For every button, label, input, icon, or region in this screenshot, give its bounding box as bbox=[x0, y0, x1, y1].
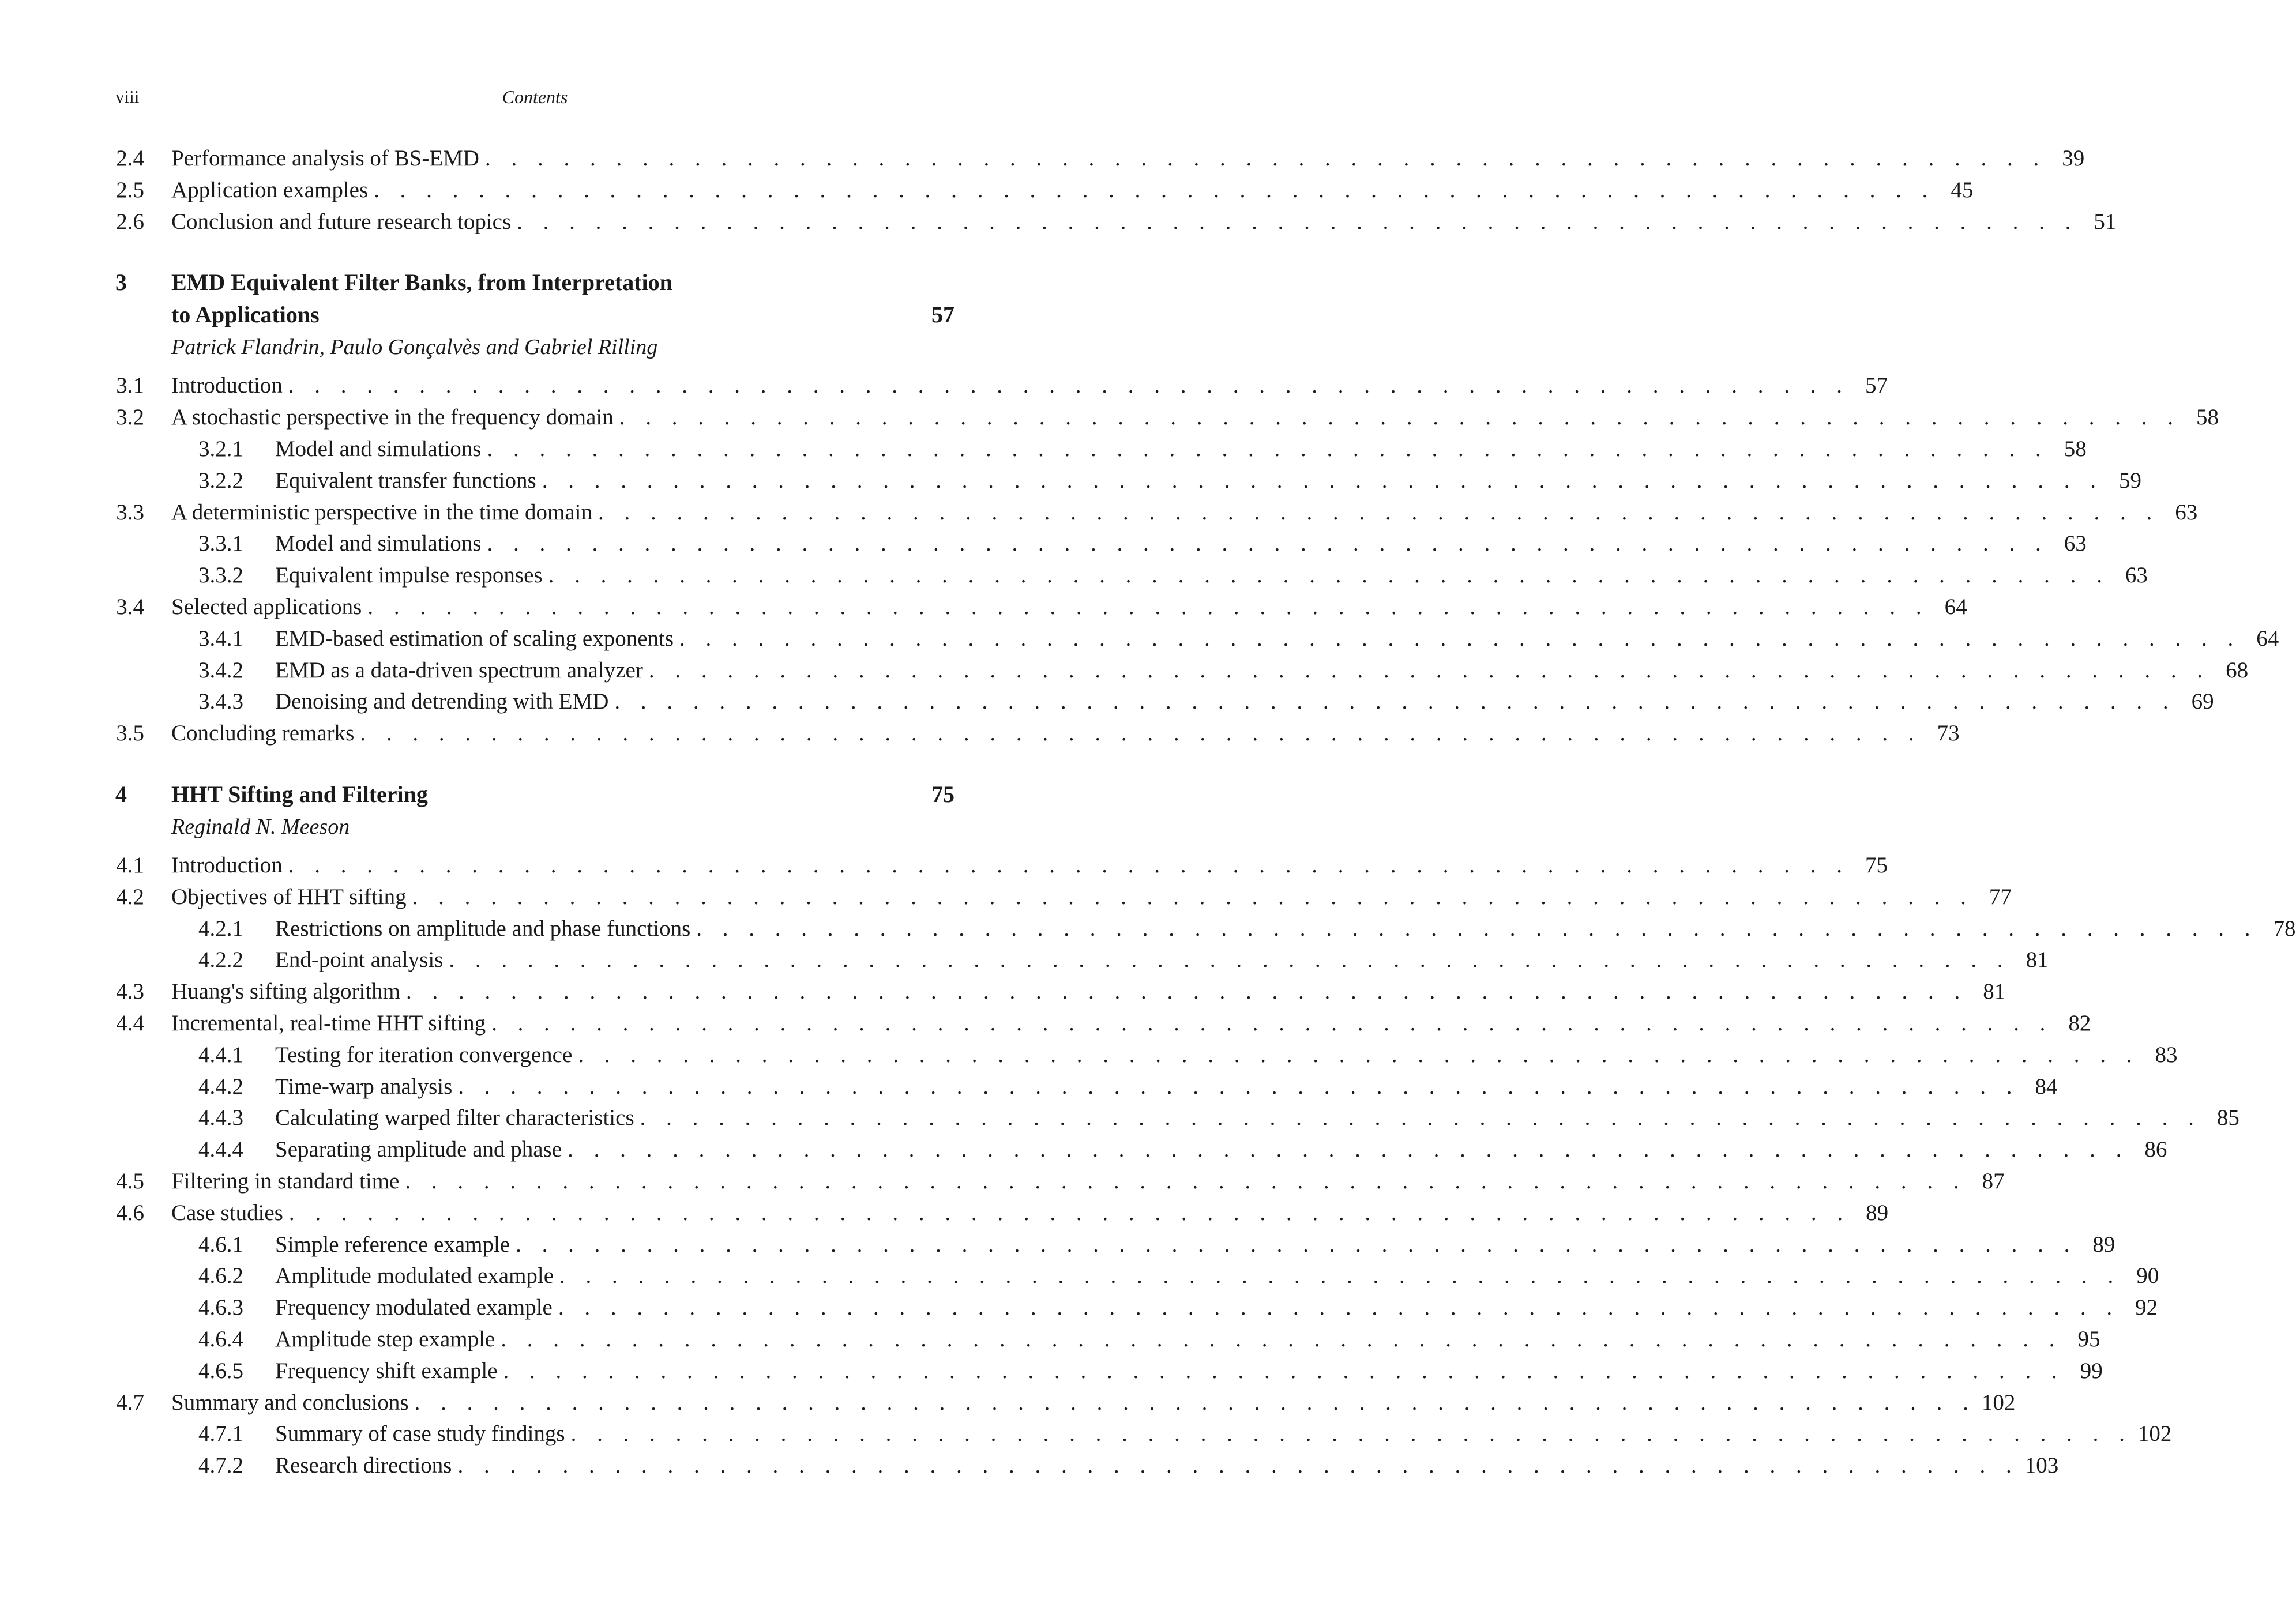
toc-section-entry[interactable] bbox=[115, 497, 2198, 529]
toc-subsection-entry[interactable] bbox=[115, 434, 2087, 465]
chapter-3-heading-continued[interactable] bbox=[115, 299, 955, 331]
page-number: 81 bbox=[2026, 947, 2049, 973]
dot-leader: . . . . . . . . . . . . . . . . . . . . . . . . . . . . . . . . . . . . . . . . . . . . . . . . . . . . . . . . . . . . bbox=[487, 531, 2049, 556]
toc-subsection-entry[interactable] bbox=[115, 528, 2087, 560]
toc-section-entry[interactable] bbox=[115, 592, 1967, 623]
page-number: 82 bbox=[2068, 1010, 2091, 1036]
toc-subsection-entry[interactable] bbox=[115, 1418, 2172, 1450]
subsection-number: 4.6.4 bbox=[198, 1326, 243, 1351]
entry-title: Application examples bbox=[171, 177, 369, 202]
subsection-number: 4.4.4 bbox=[198, 1137, 243, 1162]
toc-subsection-entry[interactable] bbox=[115, 944, 2049, 976]
subsection-number: 3.4.1 bbox=[198, 626, 243, 651]
toc-section-entry[interactable] bbox=[115, 1008, 2091, 1040]
page-number: 89 bbox=[1866, 1200, 1889, 1225]
entry-title: A deterministic perspective in the time domain bbox=[171, 499, 592, 525]
page-number: 63 bbox=[2064, 531, 2087, 556]
folio-page-number: viii bbox=[115, 86, 140, 107]
chapter-title: HHT Sifting and Filtering bbox=[171, 781, 428, 807]
page-header bbox=[115, 86, 955, 114]
subsection-number: 3.4.2 bbox=[198, 657, 243, 683]
page-number: 86 bbox=[2144, 1137, 2167, 1162]
toc-subsection-entry[interactable] bbox=[115, 1450, 2059, 1482]
subsection-number: 4.2.1 bbox=[198, 916, 243, 941]
section-number: 4.4 bbox=[116, 1010, 144, 1036]
toc-subsection-entry[interactable] bbox=[115, 1324, 2100, 1356]
toc-section-entry[interactable] bbox=[115, 206, 2117, 238]
chapter-page-number: 75 bbox=[931, 781, 955, 807]
page-number: 99 bbox=[2080, 1358, 2103, 1383]
toc-section-entry[interactable] bbox=[115, 143, 2085, 175]
dot-leader: . . . . . . . . . . . . . . . . . . . . . . . . . . . . . . . . . . . . . . . . . . . . . . . . . . . . . . . . . . . . bbox=[516, 1232, 2077, 1257]
dot-leader: . . . . . . . . . . . . . . . . . . . . . . . . . . . . . . . . . . . . . . . . . . . . . . . . . . . . . . . . . . . . bbox=[360, 721, 1922, 746]
dot-leader: . . . . . . . . . . . . . . . . . . . . . . . . . . . . . . . . . . . . . . . . . . . . . . . . . . . . . . . . . . . . bbox=[412, 884, 1974, 909]
entry-title: Case studies bbox=[171, 1200, 283, 1225]
subsection-number: 4.4.3 bbox=[198, 1105, 243, 1131]
dot-leader: . . . . . . . . . . . . . . . . . . . . . . . . . . . . . . . . . . . . . . . . . . . . . . . . . . . . . . . . . . . . bbox=[558, 1295, 2120, 1320]
dot-leader: . . . . . . . . . . . . . . . . . . . . . . . . . . . . . . . . . . . . . . . . . . . . . . . . . . . . . . . . . . . . bbox=[548, 563, 2110, 588]
page-number: 95 bbox=[2077, 1326, 2100, 1351]
dot-leader: . . . . . . . . . . . . . . . . . . . . . . . . . . . . . . . . . . . . . . . . . . . . . . . . . . . . . . . . . . . . bbox=[491, 1010, 2053, 1036]
page-number: 75 bbox=[1865, 852, 1888, 878]
page-number: 63 bbox=[2175, 499, 2198, 525]
page-number: 63 bbox=[2125, 563, 2148, 588]
section-number: 2.4 bbox=[116, 146, 144, 171]
chapter-page-number: 57 bbox=[931, 302, 955, 328]
toc-section-entry[interactable] bbox=[115, 402, 2219, 434]
toc-section-entry[interactable] bbox=[115, 175, 1974, 206]
subsection-number: 4.6.3 bbox=[198, 1295, 243, 1320]
page-number: 85 bbox=[2216, 1105, 2239, 1131]
dot-leader: . . . . . . . . . . . . . . . . . . . . . . . . . . . . . . . . . . . . . . . . . . . . . . . . . . . . . . . . . . . . bbox=[648, 657, 2211, 683]
subsection-number: 4.6.2 bbox=[198, 1263, 243, 1289]
entry-title: Amplitude step example bbox=[275, 1326, 495, 1351]
dot-leader: . . . . . . . . . . . . . . . . . . . . . . . . . . . . . . . . . . . . . . . . . . . . . . . . . . . . . . . . . . . . bbox=[578, 1042, 2140, 1067]
dot-leader: . . . . . . . . . . . . . . . . . . . . . . . . . . . . . . . . . . . . . . . . . . . . . . . . . . . . . . . . . . . . bbox=[487, 436, 2049, 461]
page-number: 77 bbox=[1989, 884, 2012, 909]
toc-subsection-entry[interactable] bbox=[115, 913, 2296, 945]
section-number: 2.5 bbox=[116, 177, 144, 202]
section-number: 3.2 bbox=[116, 405, 144, 430]
subsection-number: 4.7.1 bbox=[198, 1421, 243, 1447]
dot-leader: . . . . . . . . . . . . . . . . . . . . . . . . . . . . . . . . . . . . . . . . . . . . . . . . . . . . . . . . . . . . bbox=[405, 1168, 1967, 1194]
toc-subsection-entry[interactable] bbox=[115, 623, 2279, 655]
toc-subsection-entry[interactable] bbox=[115, 686, 2214, 718]
dot-leader: . . . . . . . . . . . . . . . . . . . . . . . . . . . . . . . . . . . . . . . . . . . . . . . . . . . . . . . . . . . . bbox=[568, 1137, 2129, 1162]
subsection-number: 3.2.2 bbox=[198, 468, 243, 493]
section-number: 4.2 bbox=[116, 884, 144, 909]
chapter-3-entries bbox=[115, 370, 2279, 750]
page-number: 51 bbox=[2094, 209, 2117, 234]
toc-section-entry[interactable] bbox=[115, 1198, 1889, 1229]
entry-title: Simple reference example bbox=[275, 1232, 510, 1257]
dot-leader: . . . . . . . . . . . . . . . . . . . . . . . . . . . . . . . . . . . . . . . . . . . . . . . . . . . . . . . . . . . . bbox=[484, 146, 2047, 171]
page-number: 89 bbox=[2092, 1232, 2115, 1257]
dot-leader: . . . . . . . . . . . . . . . . . . . . . . . . . . . . . . . . . . . . . . . . . . . . . . . . . . . . . . . . . . . . bbox=[458, 1074, 2020, 1099]
entry-title: Frequency modulated example bbox=[275, 1295, 553, 1320]
page-number: 103 bbox=[2024, 1453, 2059, 1478]
section-number: 4.7 bbox=[116, 1390, 144, 1415]
subsection-number: 3.4.3 bbox=[198, 689, 243, 714]
section-number: 3.4 bbox=[116, 594, 144, 619]
subsection-number: 4.7.2 bbox=[198, 1453, 243, 1478]
page-number: 90 bbox=[2136, 1263, 2159, 1289]
toc-section-entry[interactable] bbox=[115, 850, 1888, 882]
entry-title: Concluding remarks bbox=[171, 721, 355, 746]
toc-subsection-entry[interactable] bbox=[115, 465, 2141, 497]
entry-title: Amplitude modulated example bbox=[275, 1263, 554, 1289]
subsection-number: 3.3.2 bbox=[198, 563, 243, 588]
entry-title: Filtering in standard time bbox=[171, 1168, 400, 1194]
entry-title: Calculating warped filter characteristics bbox=[275, 1105, 634, 1131]
subsection-number: 3.2.1 bbox=[198, 436, 243, 461]
entry-title: Equivalent transfer functions bbox=[275, 468, 536, 493]
toc-section-entry[interactable] bbox=[115, 1387, 2016, 1419]
entry-title: Separating amplitude and phase bbox=[275, 1137, 562, 1162]
page-number: 39 bbox=[2062, 146, 2085, 171]
toc-section-entry[interactable] bbox=[115, 976, 2006, 1008]
toc-section-entry[interactable] bbox=[115, 882, 2012, 913]
chapter-3-authors: Patrick Flandrin, Paulo Gonçalvès and Gabriel Rilling bbox=[171, 335, 658, 360]
entry-title: A stochastic perspective in the frequency domain bbox=[171, 405, 614, 430]
chapter-2-entries bbox=[115, 143, 2117, 238]
toc-section-entry[interactable] bbox=[115, 1166, 2005, 1198]
page-number: 58 bbox=[2064, 436, 2087, 461]
toc-section-entry[interactable] bbox=[115, 370, 1888, 402]
entry-title: Performance analysis of BS-EMD bbox=[171, 146, 479, 171]
entry-title: Summary and conclusions bbox=[171, 1390, 409, 1415]
dot-leader: . . . . . . . . . . . . . . . . . . . . . . . . . . . . . . . . . . . . . . . . . . . . . . . . . . . . . . . . . . . . bbox=[374, 177, 1936, 202]
dot-leader: . . . . . . . . . . . . . . . . . . . . . . . . . . . . . . . . . . . . . . . . . . . . . . . . . . . . . . . . . . . . bbox=[367, 594, 1929, 619]
page-number: 68 bbox=[2226, 657, 2249, 683]
toc-subsection-entry[interactable] bbox=[115, 1134, 2167, 1166]
dot-leader: . . . . . . . . . . . . . . . . . . . . . . . . . . . . . . . . . . . . . . . . . . . . . . . . . . . . . . . . . . . . bbox=[406, 979, 1968, 1004]
subsection-number: 4.4.2 bbox=[198, 1074, 243, 1099]
toc-subsection-entry[interactable] bbox=[115, 1229, 2115, 1261]
page-number: 87 bbox=[1982, 1168, 2005, 1194]
dot-leader: . . . . . . . . . . . . . . . . . . . . . . . . . . . . . . . . . . . . . . . . . . . . . . . . . . . . . . . . . . . . bbox=[640, 1105, 2201, 1131]
page-number: 45 bbox=[1951, 177, 1974, 202]
page-number: 102 bbox=[2137, 1421, 2172, 1447]
entry-title: Frequency shift example bbox=[275, 1358, 498, 1383]
entry-title: EMD-based estimation of scaling exponents bbox=[275, 626, 674, 651]
entry-title: EMD as a data-driven spectrum analyzer bbox=[275, 657, 643, 683]
chapter-title-line-1: EMD Equivalent Filter Banks, from Interpretation bbox=[171, 269, 672, 296]
entry-title: Research directions bbox=[275, 1453, 452, 1478]
dot-leader: . . . . . . . . . . . . . . . . . . . . . . . . . . . . . . . . . . . . . . . . . . . . . . . . . . . . . . . . . . . . bbox=[517, 209, 2079, 234]
dot-leader: . . . . . . . . . . . . . . . . . . . . . . . . . . . . . . . . . . . . . . . . . . . . . . . . . . . . . . . . . . . . bbox=[288, 1200, 1851, 1225]
toc-subsection-entry[interactable] bbox=[115, 1356, 2103, 1387]
subsection-number: 3.3.1 bbox=[198, 531, 243, 556]
chapter-4-entries bbox=[115, 850, 2296, 1482]
toc-subsection-entry[interactable] bbox=[115, 560, 2148, 592]
page-number: 83 bbox=[2155, 1042, 2178, 1067]
entry-title: End-point analysis bbox=[275, 947, 444, 973]
subsection-number: 4.6.1 bbox=[198, 1232, 243, 1257]
section-number: 4.1 bbox=[116, 852, 144, 878]
toc-section-entry[interactable] bbox=[115, 718, 1960, 750]
page-number: 73 bbox=[1937, 721, 1960, 746]
entry-title: Model and simulations bbox=[275, 436, 482, 461]
dot-leader: . . . . . . . . . . . . . . . . . . . . . . . . . . . . . . . . . . . . . . . . . . . . . . . . . . . . . . . . . . . . bbox=[679, 626, 2241, 651]
dot-leader: . . . . . . . . . . . . . . . . . . . . . . . . . . . . . . . . . . . . . . . . . . . . . . . . . . . . . . . . . . . . bbox=[559, 1263, 2121, 1289]
chapter-title-line-2: to Applications bbox=[171, 302, 320, 328]
entry-title: Time-warp analysis bbox=[275, 1074, 453, 1099]
toc-subsection-entry[interactable] bbox=[115, 655, 2249, 687]
dot-leader: . . . . . . . . . . . . . . . . . . . . . . . . . . . . . . . . . . . . . . . . . . . . . . . . . . . . . . . . . . . . bbox=[501, 1326, 2062, 1351]
dot-leader: . . . . . . . . . . . . . . . . . . . . . . . . . . . . . . . . . . . . . . . . . . . . . . . . . . . . . . . . . . . . bbox=[598, 499, 2160, 525]
dot-leader: . . . . . . . . . . . . . . . . . . . . . . . . . . . . . . . . . . . . . . . . . . . . . . . . . . . . . . . . . . . . bbox=[414, 1390, 1976, 1415]
subsection-number: 4.6.5 bbox=[198, 1358, 243, 1383]
page-number: 57 bbox=[1865, 373, 1888, 398]
entry-title: Denoising and detrending with EMD bbox=[275, 689, 609, 714]
dot-leader: . . . . . . . . . . . . . . . . . . . . . . . . . . . . . . . . . . . . . . . . . . . . . . . . . . . . . . . . . . . . bbox=[449, 947, 2011, 973]
toc-subsection-entry[interactable] bbox=[115, 1260, 2159, 1292]
entry-title: Restrictions on amplitude and phase functions bbox=[275, 916, 691, 941]
chapter-4-heading[interactable] bbox=[115, 778, 955, 811]
page-number: 81 bbox=[1983, 979, 2006, 1004]
section-number: 3.5 bbox=[116, 721, 144, 746]
entry-title: Summary of case study findings bbox=[275, 1421, 565, 1447]
dot-leader: . . . . . . . . . . . . . . . . . . . . . . . . . . . . . . . . . . . . . . . . . . . . . . . . . . . . . . . . . . . . bbox=[503, 1358, 2065, 1383]
page-number: 64 bbox=[1944, 594, 1967, 619]
section-number: 4.6 bbox=[116, 1200, 144, 1225]
toc-subsection-entry[interactable] bbox=[115, 1071, 2058, 1103]
toc-subsection-entry[interactable] bbox=[115, 1102, 2239, 1134]
running-title: Contents bbox=[502, 86, 568, 107]
chapter-3-heading[interactable] bbox=[115, 266, 955, 299]
dot-leader: . . . . . . . . . . . . . . . . . . . . . . . . . . . . . . . . . . . . . . . . . . . . . . . . . . . . . . . . . . . . bbox=[696, 916, 2258, 941]
entry-title: Conclusion and future research topics bbox=[171, 209, 512, 234]
page-number: 102 bbox=[1981, 1390, 2016, 1415]
page-number: 59 bbox=[2118, 468, 2141, 493]
chapter-4-authors: Reginald N. Meeson bbox=[171, 814, 350, 839]
entry-title: Model and simulations bbox=[275, 531, 482, 556]
page-number: 84 bbox=[2035, 1074, 2058, 1099]
entry-title: Objectives of HHT sifting bbox=[171, 884, 407, 909]
dot-leader: . . . . . . . . . . . . . . . . . . . . . . . . . . . . . . . . . . . . . . . . . . . . . . . . . . . . . . . . . . . . bbox=[542, 468, 2103, 493]
section-number: 3.3 bbox=[116, 499, 144, 525]
dot-leader: . . . . . . . . . . . . . . . . . . . . . . . . . . . . . . . . . . . . . . . . . . . . . . . . . . . . . . . . . . . . bbox=[614, 689, 2176, 714]
dot-leader: . . . . . . . . . . . . . . . . . . . . . . . . . . . . . . . . . . . . . . . . . . . . . . . . . . . . . . . . . . . . bbox=[288, 373, 1850, 398]
dot-leader: . . . . . . . . . . . . . . . . . . . . . . . . . . . . . . . . . . . . . . . . . . . . . . . . . . . . . . . . . . . . bbox=[457, 1453, 2019, 1478]
page-number: 64 bbox=[2256, 626, 2279, 651]
table-of-contents bbox=[115, 143, 2296, 1482]
toc-subsection-entry[interactable] bbox=[115, 1040, 2178, 1071]
entry-title: Introduction bbox=[171, 373, 283, 398]
page-number: 78 bbox=[2273, 916, 2296, 941]
subsection-number: 4.2.2 bbox=[198, 947, 243, 973]
section-number: 4.5 bbox=[116, 1168, 144, 1194]
entry-title: Testing for iteration convergence bbox=[275, 1042, 573, 1067]
dot-leader: . . . . . . . . . . . . . . . . . . . . . . . . . . . . . . . . . . . . . . . . . . . . . . . . . . . . . . . . . . . . bbox=[288, 852, 1850, 878]
page-number: 92 bbox=[2135, 1295, 2158, 1320]
entry-title: Selected applications bbox=[171, 594, 362, 619]
page-number: 58 bbox=[2196, 405, 2219, 430]
section-number: 3.1 bbox=[116, 373, 144, 398]
page-number: 69 bbox=[2191, 689, 2214, 714]
entry-title: Huang's sifting algorithm bbox=[171, 979, 400, 1004]
toc-subsection-entry[interactable] bbox=[115, 1292, 2158, 1324]
entry-title: Equivalent impulse responses bbox=[275, 563, 543, 588]
chapter-number: 3 bbox=[115, 269, 127, 296]
chapter-number: 4 bbox=[115, 781, 127, 807]
subsection-number: 4.4.1 bbox=[198, 1042, 243, 1067]
section-number: 4.3 bbox=[116, 979, 144, 1004]
entry-title: Introduction bbox=[171, 852, 283, 878]
dot-leader: . . . . . . . . . . . . . . . . . . . . . . . . . . . . . . . . . . . . . . . . . . . . . . . . . . . . . . . . . . . . bbox=[570, 1421, 2132, 1447]
dot-leader: . . . . . . . . . . . . . . . . . . . . . . . . . . . . . . . . . . . . . . . . . . . . . . . . . . . . . . . . . . . . bbox=[619, 405, 2181, 430]
entry-title: Incremental, real-time HHT sifting bbox=[171, 1010, 486, 1036]
section-number: 2.6 bbox=[116, 209, 144, 234]
